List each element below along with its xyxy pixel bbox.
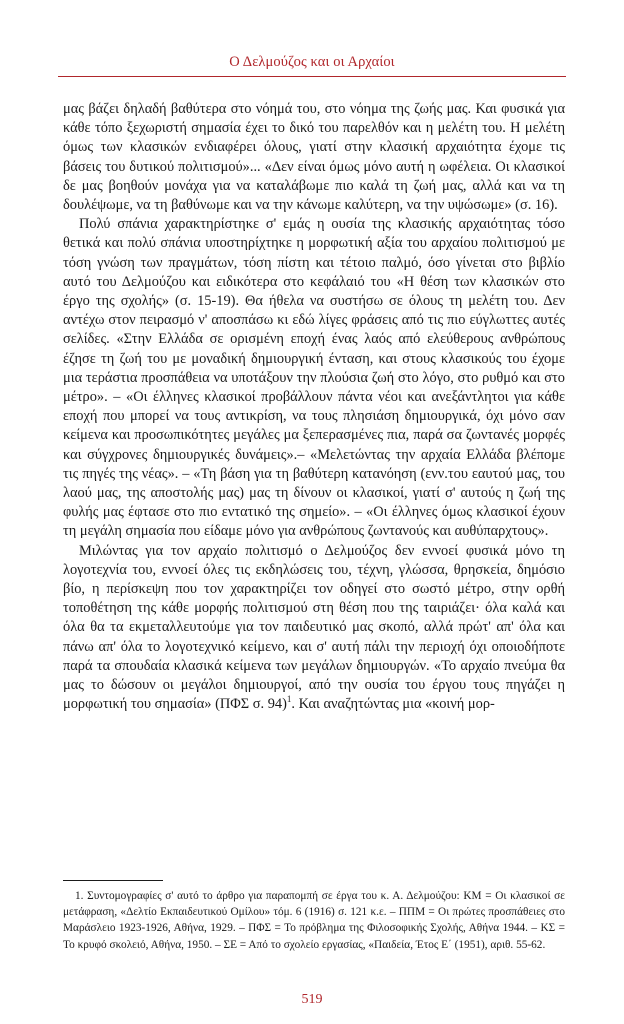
paragraph-3	[63, 542, 565, 715]
paragraph-3-text: Μιλώντας για τον αρχαίο πολιτισμό ο Δελμούζος δεν εννοεί φυσικά μόνο τη λογοτεχνία του, εννοεί όλες τις εκδηλώσεις του, τέχνη, γλώσσα, θρησκεία, δημόσιο βίο, η περίσκεψη που τον χαρακτηρίζει τον οδηγεί στο σωστό μέτρο, στην ορθή τοποθέτηση της κάθε μορφής πολιτισμού στη θέση που της ταιριάζει· όλα καλά και όλα θα τα εκμεταλλευτούμε για τον παιδευτικό μας σκοπό, αλλά πρώτ' απ' όλα και πάνω απ' όλα το λογοτεχνικό κείμενο, και σ' αυτή πάλι την περιοχή όχι οποιοδήποτε παρά τα σπουδαία κλασικά κείμενα των μεγάλων δημιουργών. «Το αρχαίο πνεύμα θα μας το δώσουν οι μεγάλοι δημιουργοί, από την ουσία του έργου τους πηγάζει η μορφωτική του σημασία» (ΠΦΣ σ. 94)	[63, 542, 565, 713]
footnote-marker[interactable]: 1	[286, 694, 292, 705]
body-text	[63, 100, 565, 715]
page-number: 519	[301, 992, 323, 1007]
paragraph-1: μας βάζει δηλαδή βαθύτερα στο νόημά του, στο νόημα της ζωής μας. Και φυσικά για κάθε τόπο ξεχωριστή σημασία έχει το δικό του παρελθόν και η μελέτη του. Η μελέτη όμως των κλασικών ενδιαφέρει όλους, γιατί στην κλασική αρχαιότητα έχομε τις βάσεις του δυτικού πολιτισμού»... «Δεν είναι όμως μόνο αυτή η ωφέλεια. Οι κλασικοί δε μας βοηθούν μονάχα για να καταλάβωμε πιο καλά τη ζωή μας, αλλά και να τη δουλέψωμε, να τη βαθύνωμε και να την κάνωμε καλύτερη, να την υψώσωμε» (σ. 16).	[63, 101, 565, 214]
footnote: 1. Συντομογραφίες σ' αυτό το άρθρο για παραπομπή σε έργα του κ. Α. Δελμούζου: ΚΜ = Οι κλασικοί σε μετάφραση, «Δελτίο Εκπαιδευτικού Ομίλου» τόμ. 6 (1916) σ. 121 κ.ε. – ΠΠΜ = Οι πρώτες προσπάθειες στο Μαράσλειο 1923-1926, Αθήνα, 1929. – ΠΦΣ = Το πρόβλημα της Φιλοσοφικής Σχολής, Αθήνα 1944. – ΚΣ = Το κρυφό σκολειό, Αθήνα, 1950. – ΣΕ = Από το σχολείο εργασίας, «Παιδεία, Έτος Ε΄ (1951), αριθ. 55-62.	[63, 890, 565, 951]
paragraph-2: Πολύ σπάνια χαρακτηρίστηκε σ' εμάς η ουσία της κλασικής αρχαιότητας τόσο θετικά και πολύ σπάνια υποστηρίχτηκε η μορφωτική αξία του αρχαίου πολιτισμού με τόση γνώση των πραγμάτων, τόση πίστη και τέτοιο παλμό, όσο γίνεται στο βιβλίο αυτό του Δελμούζου και ειδικότερα στο κεφάλαιό του «Η θέση των κλασικών στο έργο της σχολής» (σ. 15-19). Θα ήθελα να συστήσω σε όλους τη μελέτη του. Δεν αντέχω στον πειρασμό ν' αποσπάσω κι εδώ λίγες φράσεις από τις πιο εύγλωττες αυτές σελίδες. «Στην Ελλάδα σε ορισμένη εποχή ένας λαός από ελεύθερους ανθρώπους έζησε τη ζωή του με μοναδική δημιουργική ένταση, και στους κλασικούς του έχομε μια τεράστια προσπάθεια να υποτάξουν την πλούσια ζωή στο λόγο, στο ρυθμό και στο μέτρο». – «Οι έλληνες κλασικοί προβάλλουν πάντα νέοι και ανεξάντλητοι για κάθε εποχή που μπορεί να τους αντικρίση, να τους πλησιάση δημιουργικά, όχι μόνο σαν κείμενα και προσωπικότητες μεγάλες μα ξεπερασμένες πια, παρά σα ζωντανές μορφές και σύγχρονες δημιουργικές δυνάμεις».– «Μελετώντας την αρχαία Ελλάδα βλέπομε τις πηγές της νέας». – «Τη βάση για τη βαθύτερη κατανόηση (ενν.του εαυτού μας, του λαού μας, της αποστολής μας) μας τη δίνουν οι κλασικοί, γιατί σ' αυτούς η ζωή της φυλής μας έφτασε στο πιο εντατικό της σημείο». – «Οι έλληνες όμως κλασικοί έχουν τη μεγάλη σημασία που είδαμε μόνο για ανθρώπους ζωντανούς και αυθύπαρχτους».	[63, 216, 565, 540]
running-head: Ο Δελμούζος και οι Αρχαίοι	[229, 54, 395, 70]
paragraph-3-tail: . Και αναζητώντας μια «κοινή μορ-	[291, 696, 495, 713]
header-rule	[58, 76, 566, 77]
footnote-rule	[63, 880, 163, 881]
